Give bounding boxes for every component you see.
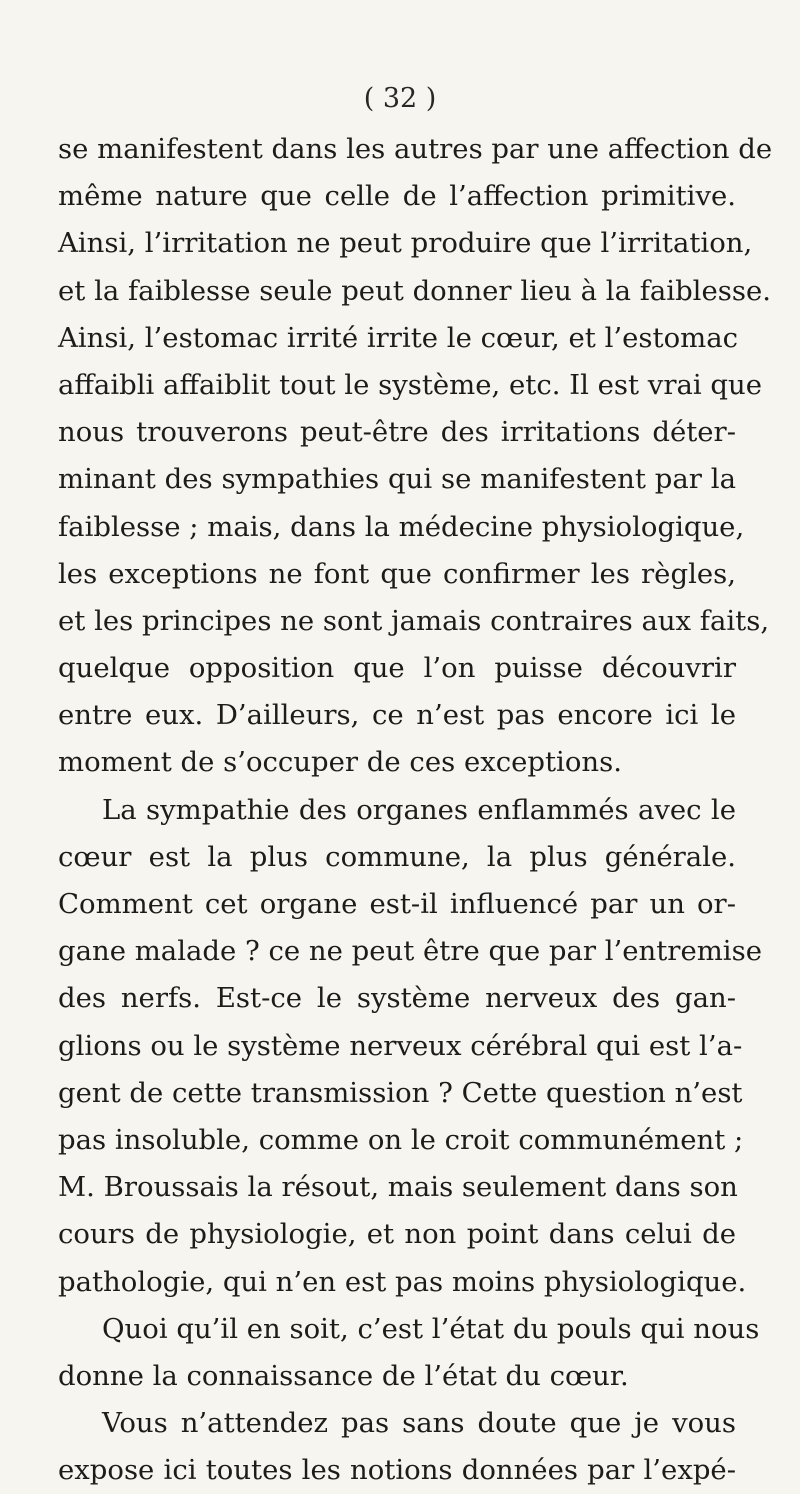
text-line: La sympathie des organes enflammés avec le xyxy=(102,793,736,826)
text-line: M. Broussais la résout, mais seulement dans son xyxy=(58,1171,738,1204)
text-line: quelque opposition que l’on puisse découvrir xyxy=(58,652,736,685)
text-line: nous trouverons peut-être des irritations déter- xyxy=(58,416,736,449)
text-line: donne la connaissance de l’état du cœur. xyxy=(58,1359,629,1392)
text-line: même nature que celle de l’affection primitive. xyxy=(58,180,736,213)
text-line: et la faiblesse seule peut donner lieu à la faiblesse. xyxy=(58,274,771,307)
text-line: gane malade ? ce ne peut être que par l’entremise xyxy=(58,935,762,968)
text-line: moment de s’occuper de ces exceptions. xyxy=(58,746,622,779)
text-line: Ainsi, l’estomac irrité irrite le cœur, et l’estomac xyxy=(58,321,738,354)
text-line: glions ou le système nerveux cérébral qui est l’a- xyxy=(58,1029,743,1062)
text-line: entre eux. D’ailleurs, ce n’est pas encore ici le xyxy=(58,699,736,732)
text-line: Comment cet organe est-il influencé par un or- xyxy=(58,888,736,920)
text-line: pathologie, qui n’en est pas moins physiologique. xyxy=(58,1265,747,1298)
text-line: faiblesse ; mais, dans la médecine physiologique, xyxy=(58,510,745,543)
text-line: et les principes ne sont jamais contraires aux faits, xyxy=(58,604,770,637)
text-line: Vous n’attendez pas sans doute que je vous xyxy=(102,1407,736,1440)
text-line: Quoi qu’il en soit, c’est l’état du pouls qui nous xyxy=(102,1312,760,1345)
body-text xyxy=(58,126,773,1494)
text-line: se manifestent dans les autres par une affection de xyxy=(58,133,773,165)
text-line: Ainsi, l’irritation ne peut produire que l’irritation, xyxy=(58,227,753,260)
text-line: expose ici toutes les notions données par l’expé- xyxy=(58,1454,736,1487)
text-line: minant des sympathies qui se manifestent par la xyxy=(58,463,736,496)
text-line: des nerfs. Est-ce le système nerveux des gan- xyxy=(58,982,736,1015)
text-line: gent de cette transmission ? Cette question n’est xyxy=(58,1076,743,1109)
text-line: cœur est la plus commune, la plus générale. xyxy=(58,840,736,873)
text-line: cours de physiologie, et non point dans celui de xyxy=(58,1218,736,1251)
text-line: pas insoluble, comme on le croit communément ; xyxy=(58,1123,744,1156)
text-line: les exceptions ne font que confirmer les règles, xyxy=(58,557,736,590)
text-line: affaibli affaiblit tout le système, etc. Il est vrai que xyxy=(58,368,763,401)
page-number: ( 32 ) xyxy=(363,83,437,114)
